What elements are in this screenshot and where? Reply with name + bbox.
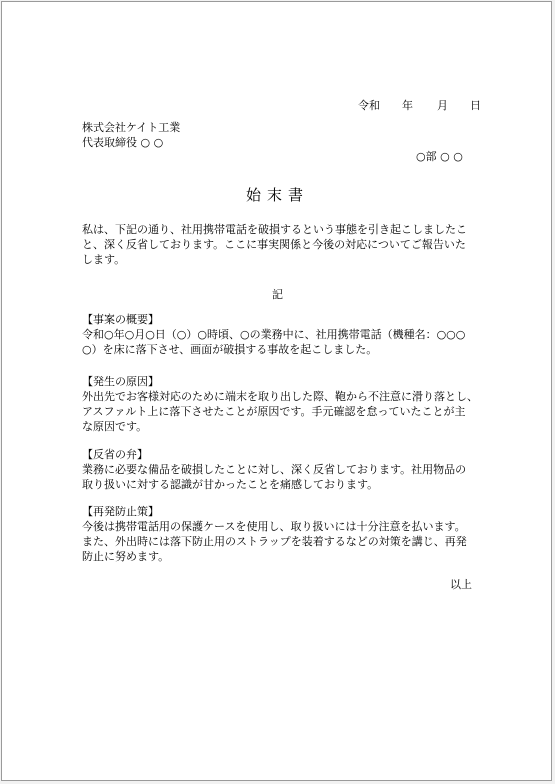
intro-line: と、深く反省しております。ここに事実関係と今後の対応についてご報告いた: [82, 238, 466, 251]
section-body-prevention: [82, 519, 467, 564]
ki-label: 記: [272, 288, 283, 301]
intro-line: 私は、下記の通り、社用携帯電話を破損するという事態を引き起こしましたこ: [82, 223, 467, 236]
section-body-cause: [82, 389, 478, 434]
body-line: 業務に必要な備品を破損したことに対し、深く反省しております。社用物品の: [82, 463, 467, 476]
body-line: 防止に努めます。: [82, 550, 170, 563]
recipient-title: 代表取締役 ○ ○: [82, 136, 164, 149]
body-line: 取り扱いに対する認識が甘かったことを痛感しております。: [82, 478, 379, 491]
section-body-overview: [82, 327, 465, 357]
date-day-unit: 日: [470, 99, 481, 112]
date-line: [358, 98, 481, 113]
section-heading-cause: 【発生の原因】: [82, 375, 159, 388]
intro-line: します。: [82, 253, 126, 266]
body-line: 外出先でお客様対応のために端末を取り出した際、鞄から不注意に滑り落とし、: [82, 390, 478, 403]
body-line: 今後は携帯電話用の保護ケースを使用し、取り扱いには十分注意を払います。: [82, 520, 466, 533]
closing-mark: 以上: [450, 578, 472, 591]
body-line: 令和○年○月○日（○）○時頃、○の業務中に、社用携帯電話（機種名：○○○: [82, 328, 466, 341]
intro-paragraph: [82, 222, 467, 267]
recipient-company: 株式会社ケイト工業: [82, 121, 181, 134]
section-heading-reflection: 【反省の弁】: [82, 448, 148, 461]
section-heading-prevention: 【再発防止策】: [82, 505, 159, 518]
body-line: ○）を床に落下させ、画面が破損する事故を起こしました。: [82, 343, 378, 356]
body-line: アスファルト上に落下させたことが原因です。手元確認を怠っていたことが主: [82, 405, 466, 418]
date-year-unit: 年: [402, 99, 413, 112]
sender-department: ○部 ○ ○: [416, 150, 463, 163]
section-body-reflection: [82, 462, 466, 492]
body-line: な原因です。: [82, 420, 148, 433]
section-heading-overview: 【事案の概要】: [82, 313, 159, 326]
document-title: 始末書: [245, 186, 309, 204]
document-page: [1, 1, 552, 781]
date-era: 令和: [358, 99, 380, 112]
body-line: また、外出時には落下防止用のストラップを装着するなどの対策を講じ、再発: [82, 535, 467, 548]
date-month-unit: 月: [437, 99, 448, 112]
